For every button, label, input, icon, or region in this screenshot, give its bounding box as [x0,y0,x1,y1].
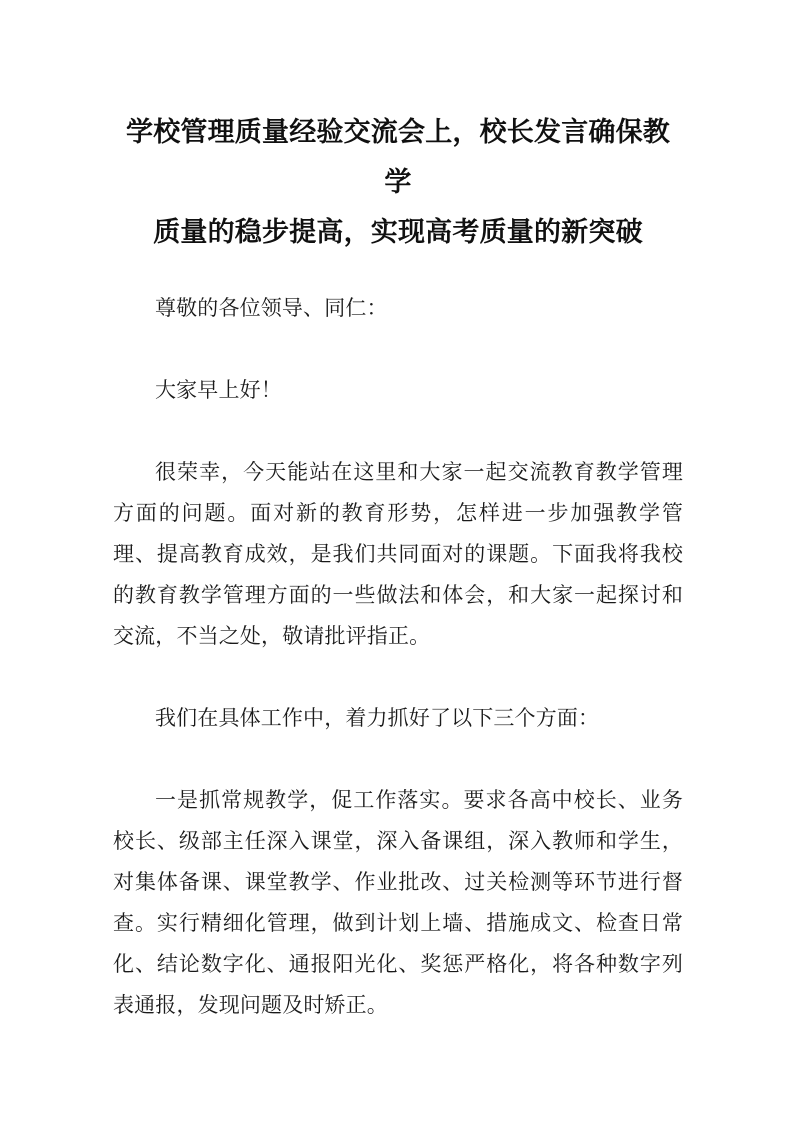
body-paragraph-2: 我们在具体工作中，着力抓好了以下三个方面： [155,706,600,730]
body-paragraph-3: 一是抓常规教学，促工作落实。要求各高中校长、业务校长、级部主任深入课堂，深入备课组，深入教师和学生，对集体备课、课堂教学、作业批改、过关检测等环节进行督查。实行精细化管理，做到计划上墙、措施成文、检查日常化、结论数字化、通报阳光化、奖惩严格化，将各种数字列表通报，发现问题及时矫正。 [113,788,683,1017]
salutation: 尊敬的各位领导、同仁： [155,296,388,320]
greeting: 大家早上好！ [155,378,282,402]
body-paragraph-1: 很荣幸，今天能站在这里和大家一起交流教育教学管理方面的问题。面对新的教育形势，怎样进一步加强教学管理、提高教育成效，是我们共同面对的课题。下面我将我校的教育教学管理方面的一些做法和体会，和大家一起探讨和交流，不当之处，敬请批评指正。 [113,460,683,648]
title-line-2: 质量的稳步提高，实现高考质量的新突破 [153,217,643,248]
title-line-1: 学校管理质量经验交流会上，校长发言确保教学 [126,117,670,198]
page-title [113,0,683,258]
document-body [113,288,683,1026]
page-content [113,0,683,1026]
